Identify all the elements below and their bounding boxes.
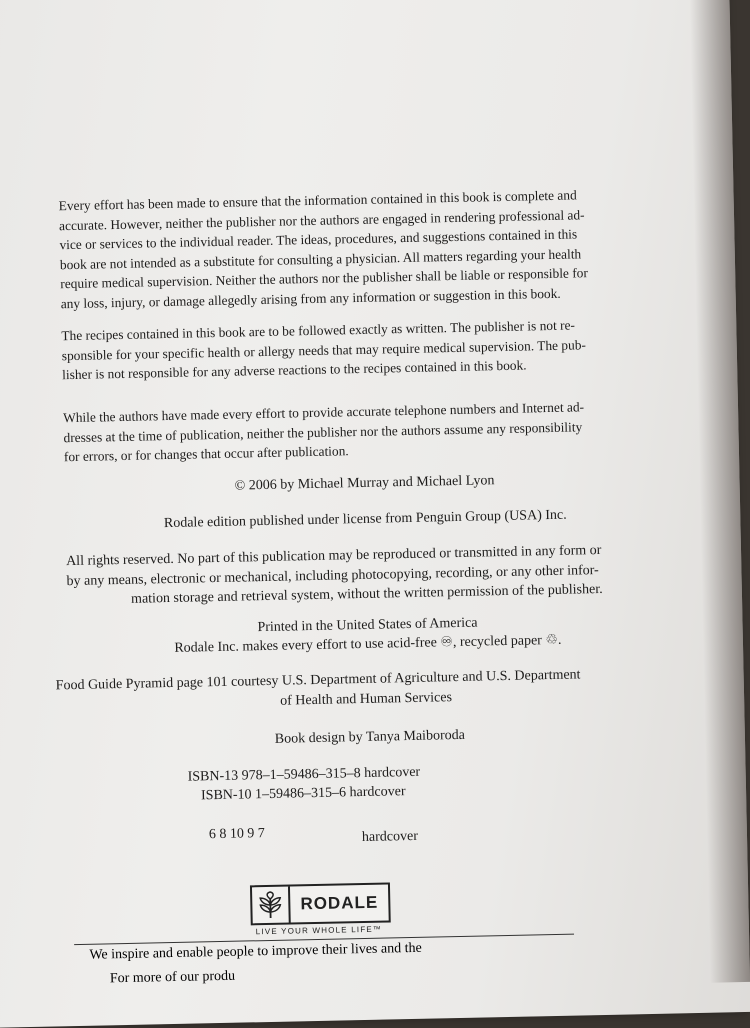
food-guide-paragraph: [56, 663, 677, 715]
rights-line: All rights reserved. No part of this publication may be reproduced or transmitted in any form or: [65, 542, 602, 570]
recipes-line: The recipes contained in this book are to be followed exactly as written. The publisher is not re-: [61, 317, 576, 344]
recipes-paragraph: [61, 314, 662, 385]
license-line: Rodale edition published under license from Penguin Group (USA) Inc.: [163, 507, 567, 532]
page-edge-shadow: [689, 0, 750, 983]
phone-line: While the authors have made every effort to provide accurate telephone numbers and Internet ad-: [62, 399, 585, 426]
print-line-numbers: 6 8 10 9 7: [208, 826, 266, 843]
disclaimer-paragraph: [58, 184, 660, 314]
print-line-label: hardcover: [361, 828, 419, 846]
isbn10-line: ISBN-10 1–59486–315–6 hardcover: [200, 784, 406, 804]
rights-line: by any means, electronic or mechanical, including photocopying, recording, or any other infor-: [66, 562, 599, 589]
disclaimer-line: vice or services to the individual reader. The ideas, procedures, and suggestions contained in this: [59, 226, 578, 253]
disclaimer-line: Every effort has been made to ensure that the information contained in this book is complete and: [58, 187, 577, 214]
rodale-logo: [250, 882, 391, 936]
rights-paragraph: [66, 540, 667, 611]
recipes-line: lisher is not responsible for any adverse reactions to the recipes contained in this book.: [62, 357, 527, 383]
recipes-line: sponsible for your specific health or allergy needs that may require medical supervision. The pub-: [61, 336, 587, 363]
leaf-icon: [252, 887, 291, 924]
phone-line: for errors, or for changes that occur after publication.: [63, 443, 349, 465]
disclaimer-line: book are not intended as a substitute for consulting a physician. All matters regarding your health: [59, 245, 582, 272]
isbn13-line: ISBN-13 978–1–59486–315–8 hardcover: [187, 764, 421, 785]
logo-name: RODALE: [300, 892, 379, 914]
rights-line: mation storage and retrieval system, without the written permission of the publisher.: [130, 581, 603, 607]
mission-line: We inspire and enable people to improve their lives and the: [89, 940, 422, 963]
disclaimer-line: accurate. However, neither the publisher nor the authors are engaged in rendering professional ad-: [58, 206, 585, 233]
book-design-line: Book design by Tanya Maiboroda: [274, 727, 466, 747]
food-guide-line: Food Guide Pyramid page 101 courtesy U.S. Department of Agriculture and U.S. Department: [55, 667, 581, 694]
disclaimer-line: require medical supervision. Neither the authors nor the publisher shall be liable or responsible for: [60, 265, 589, 292]
more-line: For more of our produ: [109, 968, 236, 987]
phone-line: dresses at the time of publication, neither the publisher nor the authors assume any responsibility: [63, 418, 583, 445]
disclaimer-line: any loss, injury, or damage allegedly arising from any information or suggestion in this book.: [60, 285, 561, 311]
logo-tagline: LIVE YOUR WHOLE LIFE™: [255, 924, 383, 937]
phone-paragraph: [63, 396, 664, 467]
printed-line: Printed in the United States of America: [257, 615, 478, 636]
copyright-line: © 2006 by Michael Murray and Michael Lyon: [234, 473, 495, 494]
paper-line: Rodale Inc. makes every effort to use acid-free ♾, recycled paper ♲.: [174, 632, 562, 656]
food-guide-line: of Health and Human Services: [280, 689, 453, 709]
